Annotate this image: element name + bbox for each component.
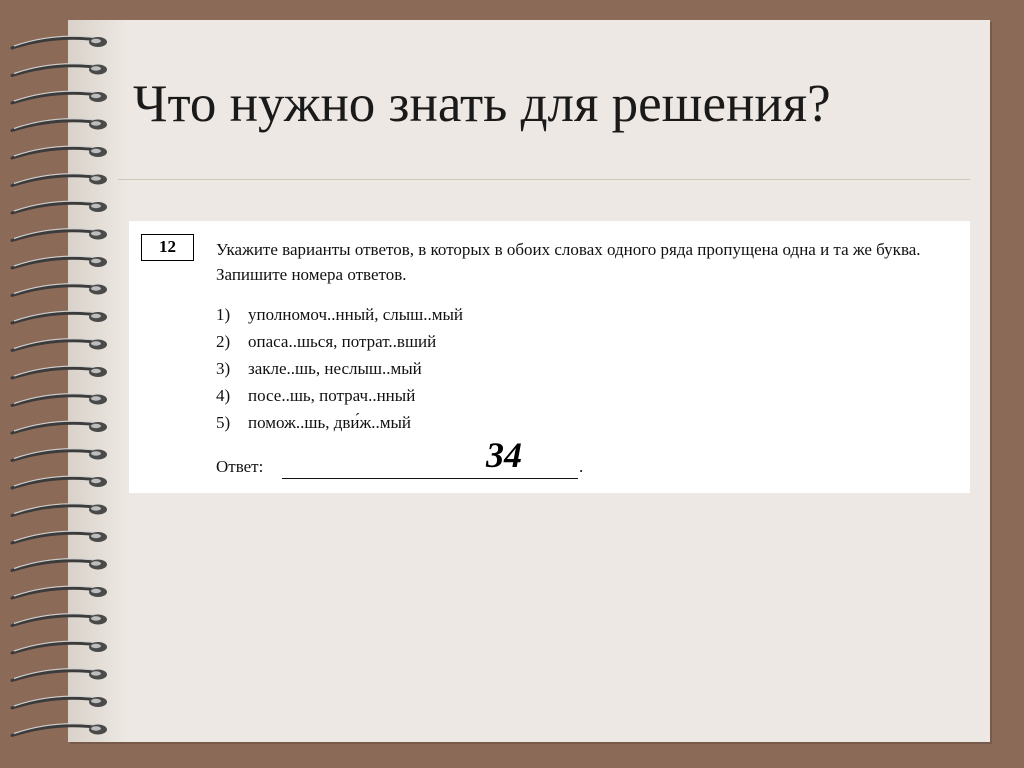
spiral-binding-icon — [0, 30, 120, 750]
option-number: 3) — [216, 359, 231, 378]
option-text: опаса..шься, потрат..вший — [248, 332, 437, 351]
option-item — [216, 409, 961, 436]
answer-label: Ответ: — [216, 457, 264, 476]
answer-line — [282, 478, 578, 479]
option-text: посе..шь, потрач..нный — [248, 386, 416, 405]
answer-terminator: . — [579, 457, 584, 476]
options-list — [216, 301, 961, 436]
slide-title: Что нужно знать для решения? — [133, 75, 831, 133]
answer-value: 34 — [486, 435, 522, 475]
option-number: 4) — [216, 386, 231, 405]
task-number: 12 — [141, 234, 194, 261]
option-number: 5) — [216, 413, 231, 432]
option-item — [216, 382, 961, 409]
task-text: Укажите варианты ответов, в которых в обоих словах одного ряда пропущена одна и та же буква. Запишите номера ответов. — [216, 240, 921, 284]
option-item — [216, 355, 961, 382]
option-text: закле..шь, неслыш..мый — [248, 359, 422, 378]
option-text: уполномоч..нный, слыш..мый — [248, 305, 464, 324]
task-card — [129, 221, 970, 493]
option-number: 1) — [216, 305, 231, 324]
title-divider — [118, 179, 970, 180]
option-number: 2) — [216, 332, 231, 351]
option-item — [216, 301, 961, 328]
option-item — [216, 328, 961, 355]
option-text: помож..шь, дви́ж..мый — [248, 413, 411, 432]
